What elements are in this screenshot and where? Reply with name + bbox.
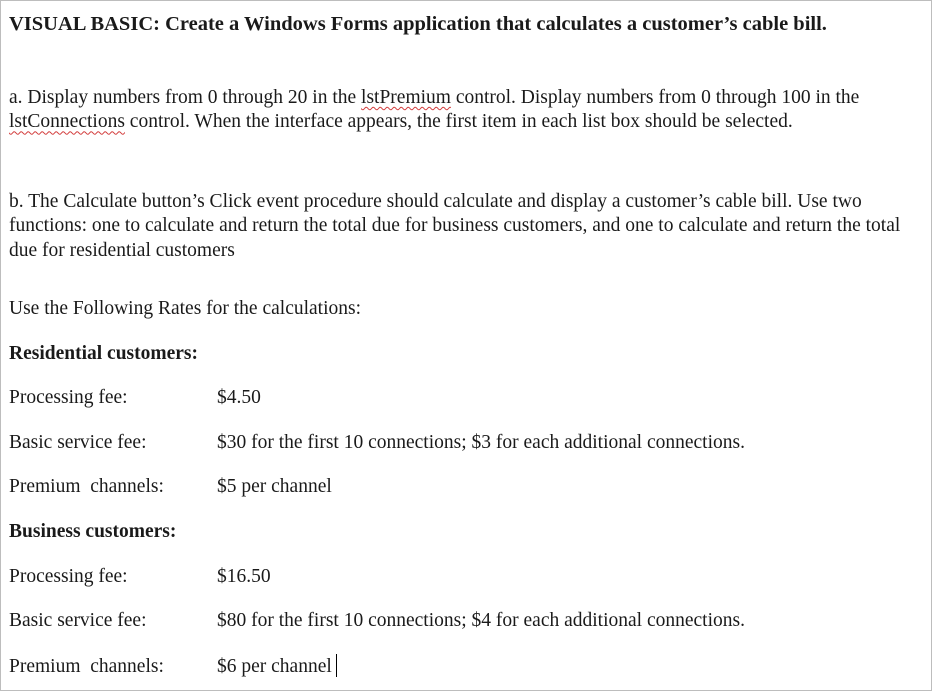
residential-basic-row xyxy=(9,431,917,455)
residential-processing-row xyxy=(9,386,917,410)
rate-value: $30 for the first 10 connections; $3 for each additional connections. xyxy=(217,432,745,453)
residential-heading: Residential customers: xyxy=(9,343,199,364)
business-premium-row xyxy=(9,654,917,679)
rate-label: Processing fee: xyxy=(9,387,128,408)
document-title: VISUAL BASIC: Create a Windows Forms application that calculates a customer’s cable bill. xyxy=(9,13,827,35)
paragraph-b: b. The Calculate button’s Click event procedure should calculate and display a customer’s cable bill. Use two functions: one to calculate and return the total due for business customers, and one to calculate and return the total due for residential customers xyxy=(9,191,901,261)
rate-value: $5 per channel xyxy=(217,476,332,497)
text-cursor xyxy=(336,654,337,677)
rate-value: $80 for the first 10 connections; $4 for each additional connections. xyxy=(217,610,745,631)
business-basic-row xyxy=(9,609,917,633)
rate-label: Processing fee: xyxy=(9,566,128,587)
rate-label: Premium channels: xyxy=(9,656,164,677)
rate-value: $6 per channel xyxy=(217,656,332,677)
paragraph-a-text-1: a. Display numbers from 0 through 20 in the xyxy=(9,87,362,108)
spellcheck-lstpremium[interactable]: lstPremium xyxy=(361,87,451,108)
business-processing-row xyxy=(9,565,917,589)
business-heading: Business customers: xyxy=(9,521,177,542)
rate-value: $16.50 xyxy=(217,566,271,587)
spellcheck-lstconnections[interactable]: lstConnections xyxy=(9,111,125,133)
rates-intro: Use the Following Rates for the calculations: xyxy=(9,298,362,319)
rate-label: Premium channels: xyxy=(9,476,164,497)
residential-premium-row xyxy=(9,475,917,499)
rate-value: $4.50 xyxy=(217,387,261,408)
paragraph-a-text-3: control. When the interface appears, the first item in each list box should be selected. xyxy=(124,111,793,133)
rate-label: Basic service fee: xyxy=(9,432,147,453)
paragraph-a-text-2: control. Display numbers from 0 through 100 in the xyxy=(450,87,860,108)
paragraph-a xyxy=(9,86,917,135)
rate-label: Basic service fee: xyxy=(9,610,147,631)
